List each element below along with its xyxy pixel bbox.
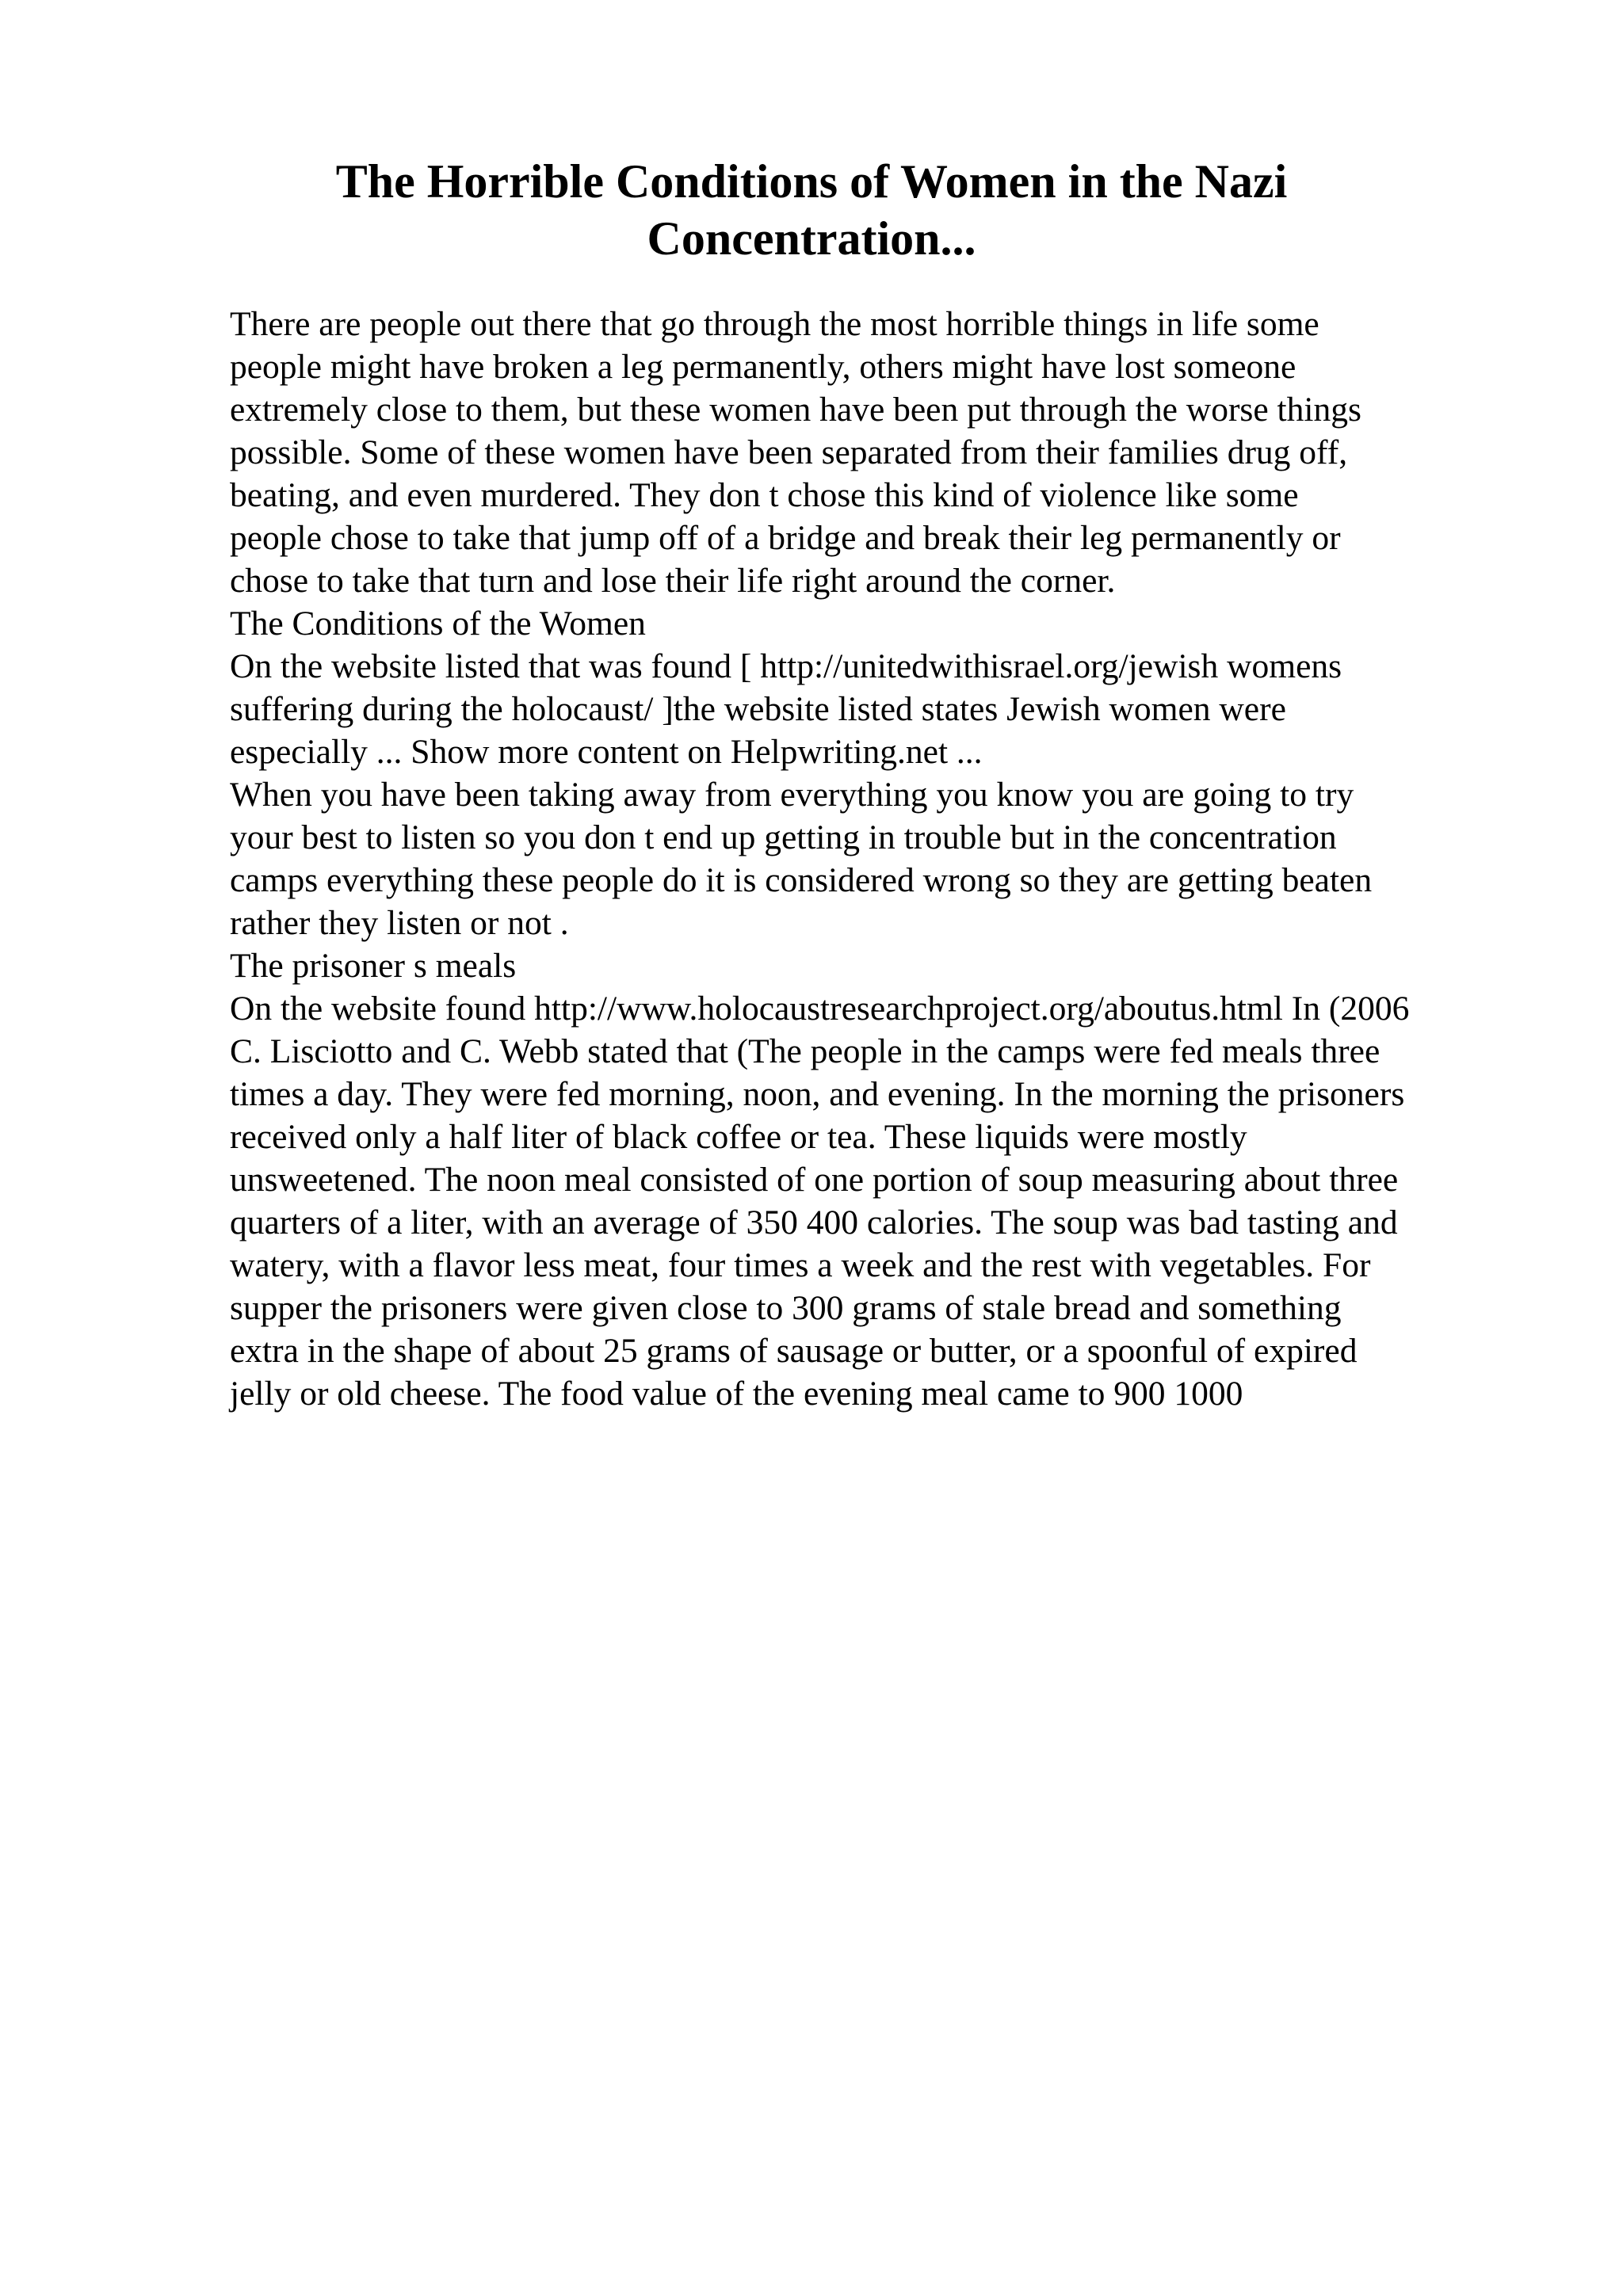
body-line: your best to listen so you don t end up getting in trouble but in the concentration	[230, 818, 1337, 856]
section-heading: The Conditions of the Women	[230, 605, 646, 643]
body-line: jelly or old cheese. The food value of the evening meal came to 900 1000	[230, 1375, 1243, 1413]
body-line: unsweetened. The noon meal consisted of one portion of soup measuring about three	[230, 1161, 1399, 1199]
body-line: extremely close to them, but these women have been put through the worse things	[230, 391, 1361, 429]
body-line: C. Lisciotto and C. Webb stated that (The people in the camps were fed meals three	[230, 1032, 1381, 1070]
body-line: chose to take that turn and lose their life right around the corner.	[230, 562, 1116, 600]
body-line: possible. Some of these women have been separated from their families drug off,	[230, 433, 1348, 471]
body-line: There are people out there that go through the most horrible things in life some	[230, 305, 1319, 343]
body-line: suffering during the holocaust/ ]the website listed states Jewish women were	[230, 690, 1286, 728]
body-line: people chose to take that jump off of a bridge and break their leg permanently or	[230, 519, 1341, 557]
page-title-line-2: Concentration...	[647, 212, 976, 265]
page-title-line-1: The Horrible Conditions of Women in the Nazi	[335, 155, 1288, 208]
body-line: On the website listed that was found [ http://unitedwithisrael.org/jewish womens	[230, 647, 1342, 685]
body-line: rather they listen or not .	[230, 904, 569, 942]
body-line: When you have been taking away from everything you know you are going to try	[230, 776, 1354, 814]
body-line: received only a half liter of black coffee or tea. These liquids were mostly	[230, 1118, 1247, 1156]
body-line: especially ... Show more content on Helpwriting.net ...	[230, 733, 983, 771]
body-line: watery, with a flavor less meat, four times a week and the rest with vegetables. For	[230, 1246, 1371, 1284]
body-line: times a day. They were fed morning, noon, and evening. In the morning the prisoners	[230, 1075, 1405, 1113]
body-line: supper the prisoners were given close to 300 grams of stale bread and something	[230, 1289, 1342, 1327]
body-line: beating, and even murdered. They don t chose this kind of violence like some	[230, 476, 1299, 514]
body-line: people might have broken a leg permanently, others might have lost someone	[230, 348, 1296, 386]
body-line: On the website found http://www.holocaustresearchproject.org/aboutus.html In (2006	[230, 990, 1410, 1028]
section-heading: The prisoner s meals	[230, 947, 517, 985]
body-line: quarters of a liter, with an average of 350 400 calories. The soup was bad tasting and	[230, 1203, 1398, 1241]
body-line: extra in the shape of about 25 grams of sausage or butter, or a spoonful of expired	[230, 1332, 1358, 1370]
body-line: camps everything these people do it is considered wrong so they are getting beaten	[230, 861, 1373, 899]
